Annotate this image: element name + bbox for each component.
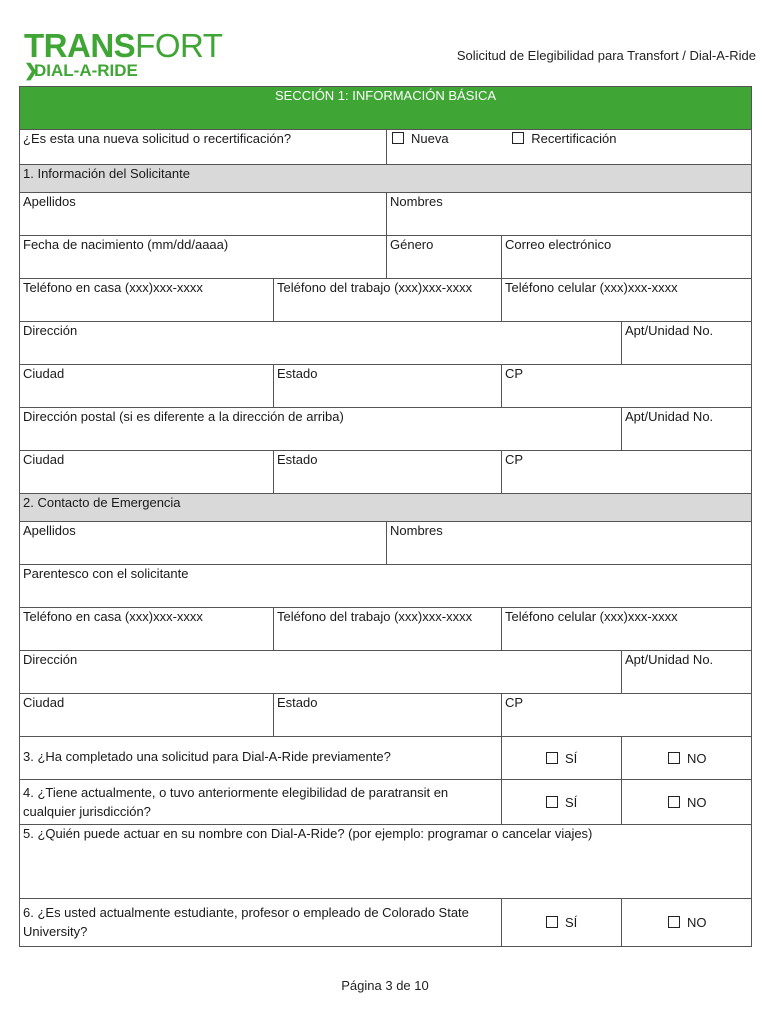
emergency-address-field[interactable]: Dirección	[20, 651, 622, 694]
emergency-city-field[interactable]: Ciudad	[20, 694, 274, 737]
q6-no-label: NO	[687, 915, 707, 930]
applicant-gender-field[interactable]: Género	[387, 236, 502, 279]
q3-no-option[interactable]	[622, 737, 752, 780]
checkbox-icon[interactable]	[546, 752, 558, 764]
checkbox-icon[interactable]	[668, 796, 680, 808]
eligibility-form	[19, 86, 752, 947]
option-nueva-label: Nueva	[411, 131, 449, 146]
applicant-apt-field[interactable]: Apt/Unidad No.	[622, 322, 752, 365]
chevron-right-icon: ❯	[24, 61, 39, 80]
emergency-relation-field[interactable]: Parentesco con el solicitante	[20, 565, 752, 608]
option-nueva[interactable]	[392, 131, 449, 146]
new-or-recert-options	[387, 130, 752, 165]
section-1-title: SECCIÓN 1: INFORMACIÓN BÁSICA	[20, 87, 752, 130]
applicant-address-field[interactable]: Dirección	[20, 322, 622, 365]
question-6: 6. ¿Es usted actualmente estudiante, profesor o empleado de Colorado State University?	[20, 899, 502, 947]
emergency-home-phone-field[interactable]: Teléfono en casa (xxx)xxx-xxxx	[20, 608, 274, 651]
checkbox-icon[interactable]	[546, 916, 558, 928]
emergency-zip-field[interactable]: CP	[502, 694, 752, 737]
applicant-dob-field[interactable]: Fecha de nacimiento (mm/dd/aaaa)	[20, 236, 387, 279]
checkbox-icon[interactable]	[392, 132, 404, 144]
applicant-last-name-field[interactable]: Apellidos	[20, 193, 387, 236]
q3-yes-label: SÍ	[565, 750, 578, 766]
applicant-postal-apt-field[interactable]: Apt/Unidad No.	[622, 408, 752, 451]
applicant-work-phone-field[interactable]: Teléfono del trabajo (xxx)xxx-xxxx	[274, 279, 502, 322]
q6-yes-option[interactable]	[502, 899, 622, 947]
applicant-cell-phone-field[interactable]: Teléfono celular (xxx)xxx-xxxx	[502, 279, 752, 322]
question-5-field[interactable]: 5. ¿Quién puede actuar en su nombre con Dial-A-Ride? (por ejemplo: programar o cancelar viajes)	[20, 825, 752, 899]
logo-trans: TRANS	[24, 27, 136, 64]
question-3: 3. ¿Ha completado una solicitud para Dial-A-Ride previamente?	[20, 737, 502, 780]
logo-wordmark	[24, 27, 223, 64]
applicant-state-field[interactable]: Estado	[274, 365, 502, 408]
q6-no-option[interactable]	[622, 899, 752, 947]
applicant-postal-city-field[interactable]: Ciudad	[20, 451, 274, 494]
applicant-heading: 1. Información del Solicitante	[20, 165, 752, 193]
checkbox-icon[interactable]	[668, 916, 680, 928]
q3-no-label: NO	[687, 750, 707, 766]
applicant-city-field[interactable]: Ciudad	[20, 365, 274, 408]
question-4: 4. ¿Tiene actualmente, o tuvo anteriormente elegibilidad de paratransit en cualquier jurisdicción?	[20, 780, 502, 825]
emergency-cell-phone-field[interactable]: Teléfono celular (xxx)xxx-xxxx	[502, 608, 752, 651]
emergency-first-name-field[interactable]: Nombres	[387, 522, 752, 565]
logo-fort: FORT	[135, 27, 223, 64]
applicant-zip-field[interactable]: CP	[502, 365, 752, 408]
emergency-last-name-field[interactable]: Apellidos	[20, 522, 387, 565]
page-number: Página 3 de 10	[341, 978, 429, 993]
logo-subtitle	[24, 62, 184, 79]
emergency-apt-field[interactable]: Apt/Unidad No.	[622, 651, 752, 694]
applicant-postal-state-field[interactable]: Estado	[274, 451, 502, 494]
option-recertificacion-label: Recertificación	[531, 131, 617, 146]
checkbox-icon[interactable]	[546, 796, 558, 808]
q4-no-option[interactable]	[622, 780, 752, 825]
transfort-logo	[24, 27, 223, 80]
applicant-postal-zip-field[interactable]: CP	[502, 451, 752, 494]
applicant-postal-address-field[interactable]: Dirección postal (si es diferente a la dirección de arriba)	[20, 408, 622, 451]
q6-yes-label: SÍ	[565, 915, 578, 930]
emergency-work-phone-field[interactable]: Teléfono del trabajo (xxx)xxx-xxxx	[274, 608, 502, 651]
logo-dial-a-ride: DIAL-A-RIDE	[34, 61, 138, 80]
emergency-state-field[interactable]: Estado	[274, 694, 502, 737]
new-or-recert-question: ¿Es esta una nueva solicitud o recertificación?	[20, 130, 387, 165]
checkbox-icon[interactable]	[512, 132, 524, 144]
document-title: Solicitud de Elegibilidad para Transfort / Dial-A-Ride	[456, 48, 756, 63]
checkbox-icon[interactable]	[668, 752, 680, 764]
q4-no-label: NO	[687, 794, 707, 810]
q4-yes-option[interactable]	[502, 780, 622, 825]
applicant-home-phone-field[interactable]: Teléfono en casa (xxx)xxx-xxxx	[20, 279, 274, 322]
q4-yes-label: SÍ	[565, 794, 578, 810]
emergency-heading: 2. Contacto de Emergencia	[20, 494, 752, 522]
applicant-first-name-field[interactable]: Nombres	[387, 193, 752, 236]
q3-yes-option[interactable]	[502, 737, 622, 780]
option-recertificacion[interactable]	[512, 131, 616, 146]
applicant-email-field[interactable]: Correo electrónico	[502, 236, 752, 279]
